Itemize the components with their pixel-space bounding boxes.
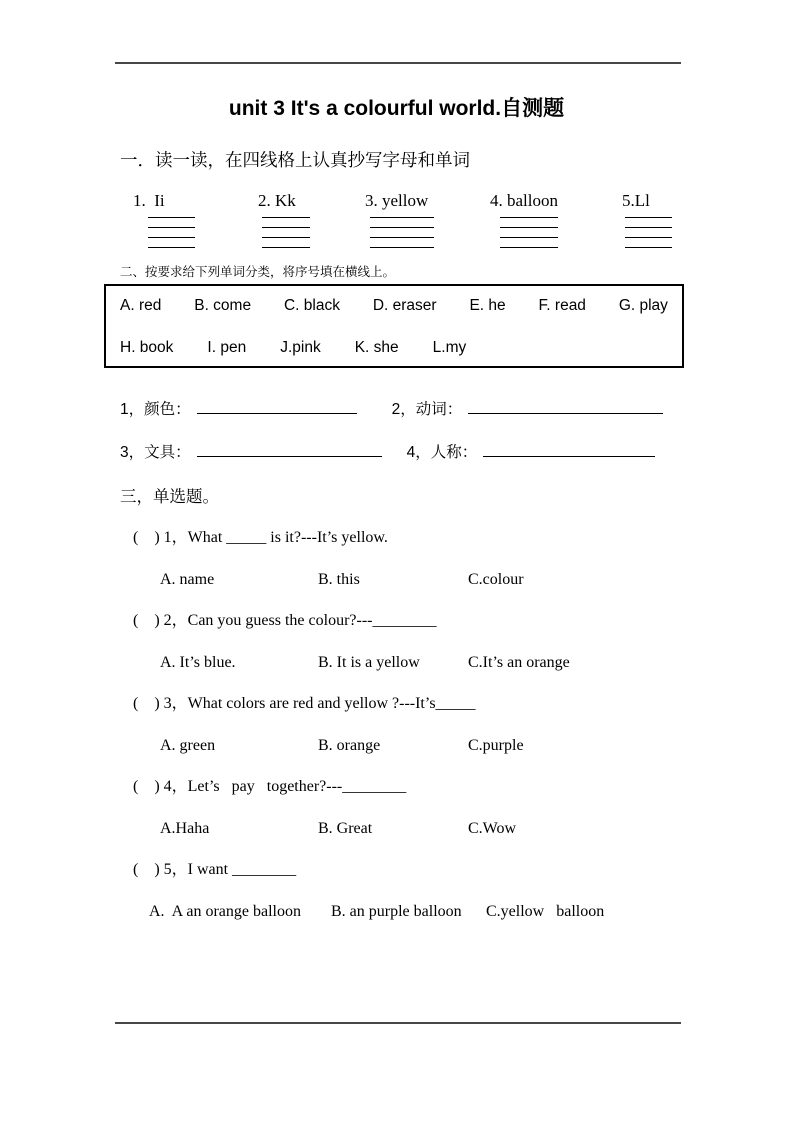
word-bank-item: A. red <box>120 297 162 314</box>
section3-heading: 三，单选题。 <box>120 487 219 506</box>
question-prompt: ( ) 4，Let’s pay together?---________ <box>133 778 407 795</box>
writing-grid <box>625 217 672 248</box>
option-item: B. It is a yellow <box>318 653 420 671</box>
question-options <box>133 725 693 767</box>
word-bank-item: B. come <box>194 297 252 314</box>
question-list <box>133 517 693 932</box>
option-item: C.colour <box>468 570 524 588</box>
question-options <box>133 559 693 601</box>
question-prompt: ( ) 1，What _____ is it?---It’s yellow. <box>133 529 388 546</box>
question-prompt: ( ) 3，What colors are red and yellow ?---It’s_____ <box>133 695 476 712</box>
worksheet-title: unit 3 It's a colourful world.自测题 <box>228 97 565 120</box>
question-options <box>133 808 693 850</box>
option-item: A. A an orange balloon <box>149 902 301 920</box>
option-item: A.Haha <box>160 819 210 837</box>
word-bank-item: E. he <box>469 297 506 314</box>
question-prompt: ( ) 2，Can you guess the colour?---________ <box>133 612 437 629</box>
option-item: C.Wow <box>468 819 517 837</box>
copy-item-label: 5.Ll <box>622 191 650 210</box>
option-item: A. It’s blue. <box>160 653 236 671</box>
question-block <box>133 517 693 600</box>
word-bank-item: I. pen <box>207 339 247 356</box>
question-prompt: ( ) 5，I want ________ <box>133 861 297 878</box>
writing-grid <box>148 217 195 248</box>
copy-item-label: 1. Ii <box>133 191 165 210</box>
writing-grid <box>500 217 558 248</box>
word-bank-box <box>104 284 684 368</box>
copy-item-label: 4. balloon <box>490 191 558 210</box>
copy-item <box>490 191 558 248</box>
copy-item-label: 2. Kk <box>258 191 296 210</box>
word-bank-item: C. black <box>283 297 340 314</box>
word-bank-item: K. she <box>354 339 399 356</box>
category-row <box>120 397 663 419</box>
section2-heading: 二、按要求给下列单词分类，将序号填在横线上。 <box>120 265 396 279</box>
word-bank-row <box>106 339 682 357</box>
option-item: C.It’s an orange <box>468 653 570 671</box>
option-item: A. green <box>160 736 216 754</box>
category-label: 2，动词： <box>391 401 463 418</box>
copy-item-label: 3. yellow <box>365 191 429 210</box>
question-options <box>133 642 693 684</box>
option-item: B. an purple balloon <box>331 902 462 920</box>
question-options <box>133 891 693 933</box>
word-bank-item: G. play <box>618 297 668 314</box>
copy-item <box>622 191 672 248</box>
option-item: B. Great <box>318 819 373 837</box>
section1-heading: 一．读一读，在四线格上认真抄写字母和单词 <box>120 150 470 170</box>
blank-line <box>197 399 357 414</box>
blank-line <box>483 442 655 457</box>
option-item: B. this <box>318 570 360 588</box>
blank-line <box>197 442 382 457</box>
option-item: C.purple <box>468 736 524 754</box>
option-item: C.yellow balloon <box>486 902 605 920</box>
writing-grid <box>262 217 310 248</box>
category-label: 3，文具： <box>120 444 191 461</box>
category-label: 4，人称： <box>406 444 478 461</box>
copy-item <box>133 191 195 248</box>
blank-line <box>468 399 663 414</box>
category-row <box>120 440 655 462</box>
question-block <box>133 683 693 766</box>
option-item: B. orange <box>318 736 381 754</box>
word-bank-row <box>106 297 682 315</box>
word-bank-item: J.pink <box>280 339 321 356</box>
question-block <box>133 766 693 849</box>
header-rule <box>115 62 681 64</box>
word-bank-item: D. eraser <box>372 297 437 314</box>
question-block <box>133 600 693 683</box>
word-bank-item: H. book <box>120 339 174 356</box>
category-label: 1，颜色： <box>120 401 191 418</box>
copy-item <box>365 191 434 248</box>
word-bank-item: L.my <box>432 339 467 356</box>
question-block <box>133 849 693 932</box>
copy-item <box>258 191 310 248</box>
word-bank-item: F. read <box>538 297 586 314</box>
option-item: A. name <box>160 570 215 588</box>
writing-grid <box>370 217 434 248</box>
footer-rule <box>115 1022 681 1024</box>
